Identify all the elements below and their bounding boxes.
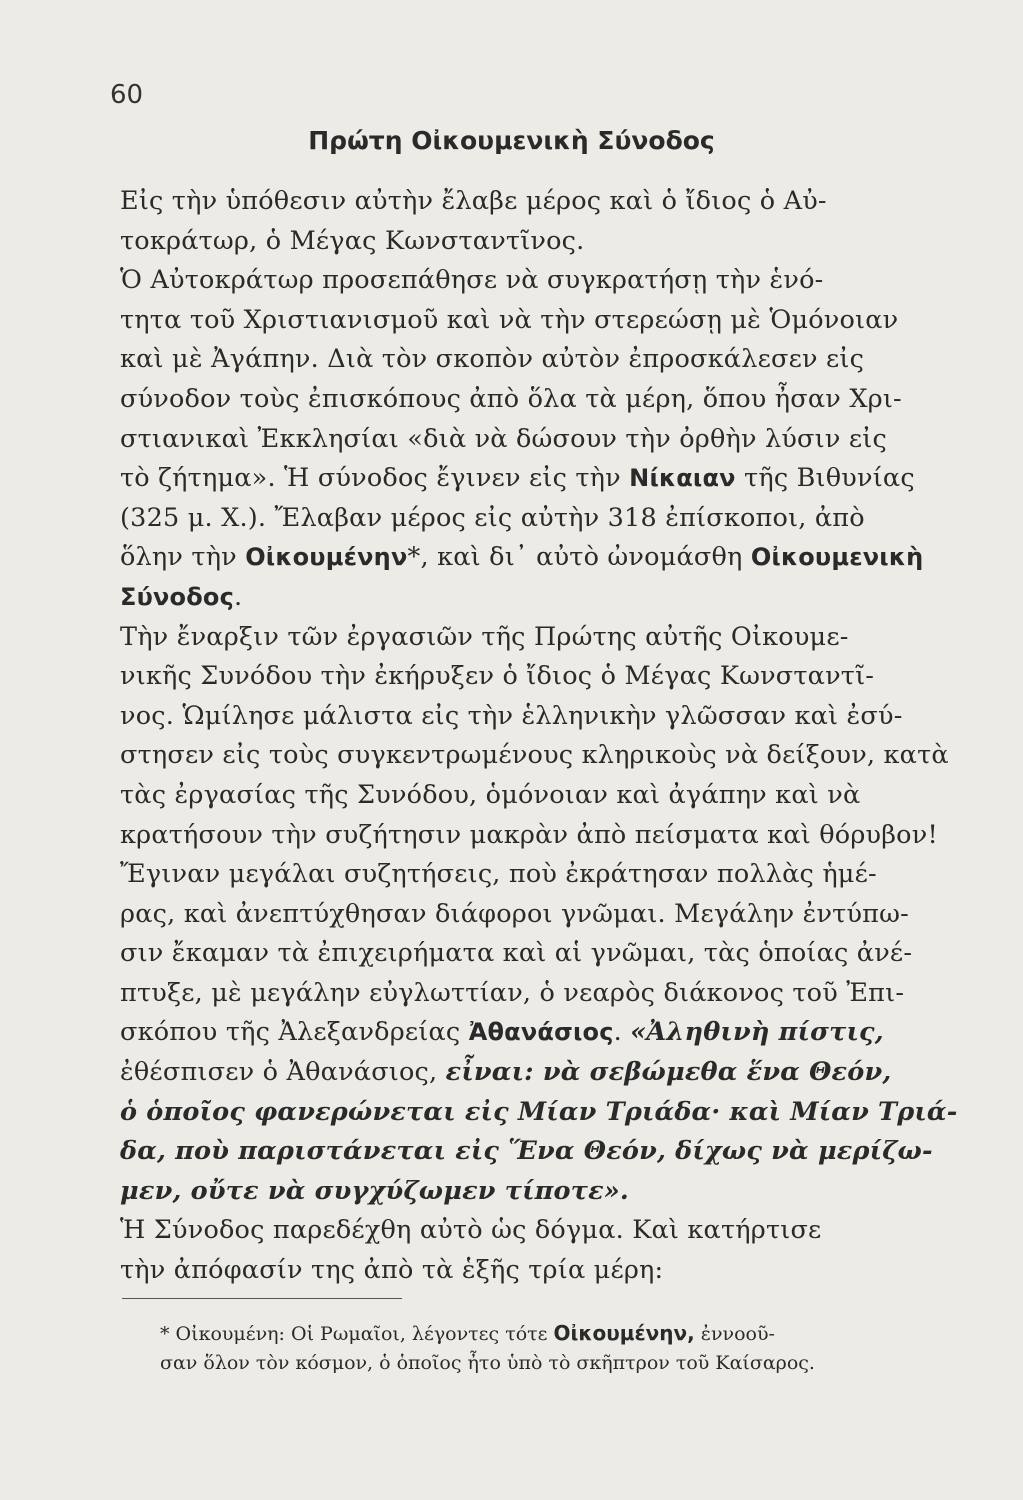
text-line xyxy=(120,1053,940,1093)
text-run: στιανικαὶ Ἐκκλησίαι «διὰ νὰ δώσουν τὴν ὀρθὴν λύσιν εἰς xyxy=(120,423,887,454)
text-line xyxy=(120,1132,940,1172)
page-number: 60 xyxy=(110,80,144,110)
text-run: κρατήσουν τὴν συζήτησιν μακρὰν ἀπὸ πείσματα καὶ θόρυβον! xyxy=(120,819,938,850)
text-line xyxy=(120,538,940,578)
text-line xyxy=(120,459,940,499)
emphasis-text: Οἰκουμενικὴ xyxy=(750,543,924,572)
text-line xyxy=(120,1251,940,1291)
text-line xyxy=(120,1013,940,1053)
emphasis-text: Νίκαιαν xyxy=(629,464,736,493)
text-run: τητα τοῦ Χριστιανισμοῦ καὶ νὰ τὴν στερεώσῃ μὲ Ὁμόνοιαν xyxy=(120,304,899,335)
text-run: τὸ ζήτημα». Ἡ σύνοδος ἔγινεν εἰς τὴν xyxy=(120,463,630,494)
text-run: σαν ὅλον τὸν κόσμον, ὁ ὁποῖος ἦτο ὑπὸ τὸ σκῆπτρον τοῦ Καίσαρος. xyxy=(160,1352,815,1374)
emphasis-text: μεν, οὔτε νὰ συγχύζωμεν τίποτε». xyxy=(120,1175,630,1206)
text-run: σύνοδον τοὺς ἐπισκόπους ἀπὸ ὅλα τὰ μέρη, ὅπου ἦσαν Χρι- xyxy=(120,383,902,414)
text-line xyxy=(120,974,940,1014)
text-run: Τὴν ἔναρξιν τῶν ἐργασιῶν τῆς Πρώτης αὐτῆς Οἰκουμε- xyxy=(120,621,849,652)
text-run: Ἔγιναν μεγάλαι συζητήσεις, ποὺ ἐκράτησαν πολλὰς ἡμέ- xyxy=(120,859,877,890)
text-line xyxy=(120,340,940,380)
text-run: * Οἰκουμένη: Οἱ Ρωμαῖοι, λέγοντες τότε xyxy=(160,1323,554,1345)
text-run: τοκράτωρ, ὁ Μέγας Κωνσταντῖνος. xyxy=(120,225,585,256)
text-line xyxy=(120,1172,940,1212)
text-line xyxy=(120,222,940,262)
text-line xyxy=(120,657,940,697)
text-run: τῆς Βιθυνίας xyxy=(735,463,915,494)
text-line xyxy=(120,776,940,816)
text-run: καὶ μὲ Ἀγάπην. Διὰ τὸν σκοπὸν αὐτὸν ἐπροσκάλεσεν εἰς xyxy=(120,344,865,375)
text-run: τὰς ἐργασίας τῆς Συνόδου, ὁμόνοιαν καὶ ἀγάπην καὶ νὰ xyxy=(120,779,861,810)
text-run: ρας, καὶ ἀνεπτύχθησαν διάφοροι γνῶμαι. Μεγάλην ἐντύπω- xyxy=(120,898,909,929)
footnote-line xyxy=(160,1318,950,1348)
emphasis-text: Οἰκουμένην xyxy=(245,543,408,572)
emphasis-text: ὁ ὁποῖος φανερώνεται εἰς Μίαν Τριάδα· καὶ Μίαν Τριά- xyxy=(120,1096,958,1127)
text-run: . xyxy=(234,581,243,612)
text-line xyxy=(120,380,940,420)
footnote-line xyxy=(160,1348,950,1378)
text-run: τὴν ἀπόφασίν της ἀπὸ τὰ ἑξῆς τρία μέρη: xyxy=(120,1255,664,1286)
text-line xyxy=(120,499,940,539)
text-run: Εἰς τὴν ὑπόθεσιν αὐτὴν ἔλαβε μέρος καὶ ὁ ἴδιος ὁ Αὐ- xyxy=(120,186,827,216)
body-text xyxy=(120,182,958,1291)
text-run: ἐθέσπισεν ὁ Ἀθανάσιος, xyxy=(120,1057,446,1088)
text-line xyxy=(120,1211,940,1251)
text-run: . xyxy=(613,1017,631,1048)
emphasis-text: Οἰκουμένην, xyxy=(553,1321,695,1345)
text-run: *, καὶ δι᾽ αὐτὸ ὠνομάσθη xyxy=(407,542,751,573)
emphasis-text: δα, ποὺ παριστάνεται εἰς Ἕνα Θεόν, δίχως νὰ μερίζω- xyxy=(120,1136,933,1167)
footnote xyxy=(160,1318,950,1378)
text-line xyxy=(120,934,940,974)
text-line xyxy=(120,578,940,618)
emphasis-text: «Ἀληθινὴ πίστις, xyxy=(630,1017,884,1048)
emphasis-text: Σύνοδος xyxy=(120,582,235,611)
text-run: ὅλην τὴν xyxy=(120,542,246,573)
text-line xyxy=(120,697,940,737)
text-line xyxy=(120,261,940,301)
text-run: σιν ἔκαμαν τὰ ἐπιχειρήματα καὶ αἱ γνῶμαι, τὰς ὁποίας ἀνέ- xyxy=(120,938,913,969)
text-run: νικῆς Συνόδου τὴν ἐκήρυξεν ὁ ἴδιος ὁ Μέγας Κωνσταντῖ- xyxy=(120,661,875,692)
text-line xyxy=(120,736,949,776)
text-run: πτυξε, μὲ μεγάλην εὐγλωττίαν, ὁ νεαρὸς διάκονος τοῦ Ἐπι- xyxy=(120,977,905,1008)
emphasis-text: Ἀθανάσιος xyxy=(468,1018,614,1047)
emphasis-text: εἶναι: νὰ σεβώμεθα ἕνα Θεόν, xyxy=(445,1057,892,1088)
chapter-heading: Πρώτη Οἰκουμενικὴ Σύνοδος xyxy=(308,126,715,155)
text-line xyxy=(120,1093,958,1133)
text-line xyxy=(120,301,940,341)
text-run: νος. Ὡμίλησε μάλιστα εἰς τὴν ἑλληνικὴν γλῶσσαν καὶ ἐσύ- xyxy=(120,700,903,731)
text-line xyxy=(120,420,940,460)
text-run: στησεν εἰς τοὺς συγκεντρωμένους κληρικοὺς νὰ δείξουν, κατὰ xyxy=(120,740,949,771)
text-line xyxy=(120,895,940,935)
text-line xyxy=(120,855,940,895)
text-run: σκόπου τῆς Ἀλεξανδρείας xyxy=(120,1017,469,1048)
text-line xyxy=(120,816,940,856)
text-line xyxy=(120,618,940,658)
text-run: (325 μ. Χ.). Ἔλαβαν μέρος εἰς αὐτὴν 318 ἐπίσκοποι, ἀπὸ xyxy=(120,502,865,533)
footnote-separator xyxy=(122,1298,402,1299)
text-run: ἐννοοῦ- xyxy=(694,1323,775,1345)
text-run: Ὁ Αὐτοκράτωρ προσεπάθησε νὰ συγκρατήσῃ τὴν ἑνό- xyxy=(120,265,824,296)
text-run: Ἡ Σύνοδος παρεδέχθη αὐτὸ ὡς δόγμα. Καὶ κατήρτισε xyxy=(120,1215,822,1246)
text-line xyxy=(120,182,940,222)
